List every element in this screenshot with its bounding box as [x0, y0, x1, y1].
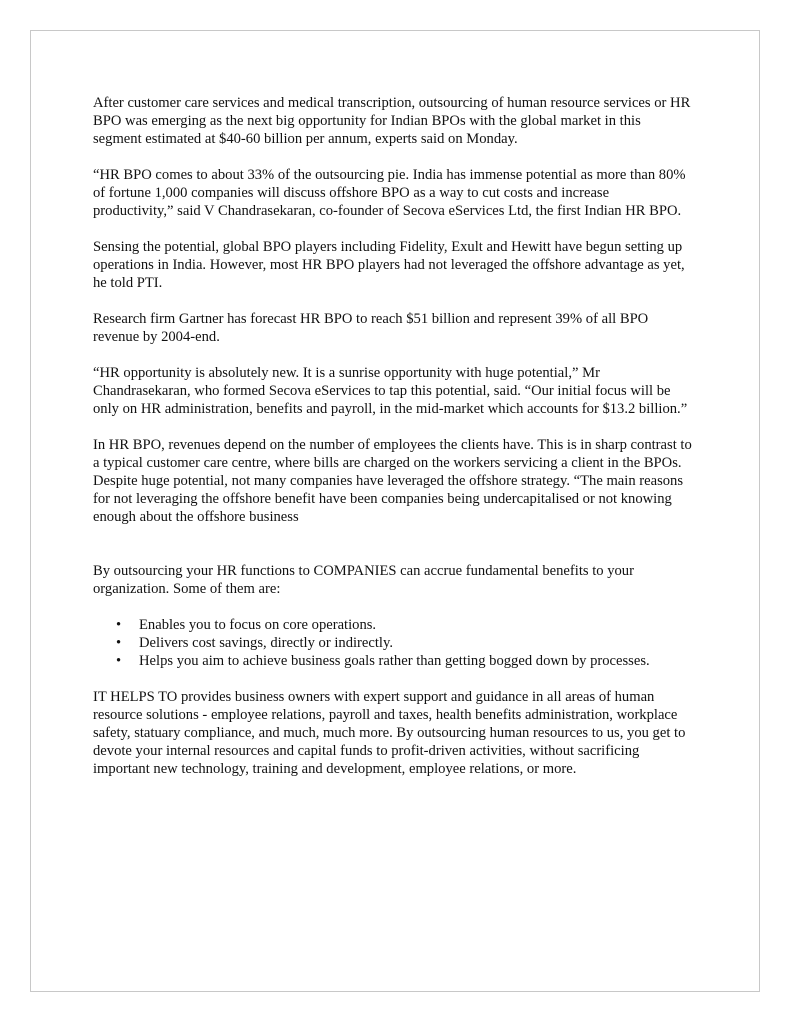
list-item-text: Helps you aim to achieve business goals rather than getting bogged down by processes.	[139, 653, 650, 669]
bullet-icon: •	[116, 635, 122, 651]
document-page	[30, 30, 760, 992]
bullet-icon: •	[116, 653, 122, 669]
paragraph-revenue-model: In HR BPO, revenues depend on the number of employees the clients have. This is in sharp contrast to a typical customer care centre, where bills are charged on the workers servicing a client in the BPOs. Despite huge potential, not many companies have leveraged the offshore strategy. “The main reasons for not leveraging the offshore benefit have been companies being undercapitalised or not knowing enough about the offshore business	[93, 437, 692, 525]
paragraph-closing: IT HELPS TO provides business owners with expert support and guidance in all areas of human resource solutions - employee relations, payroll and taxes, health benefits administration, workplace safety, statuary compliance, and much, much more. By outsourcing human resources to us, you get to devote your internal resources and capital funds to profit-driven activities, without sacrificing important new technology, training and development, employee relations, or more.	[93, 689, 686, 777]
list-item	[116, 616, 693, 634]
document-body	[93, 94, 693, 796]
benefits-list	[93, 616, 693, 670]
list-item-text: Enables you to focus on core operations.	[139, 617, 377, 633]
paragraph-global-players: Sensing the potential, global BPO players including Fidelity, Exult and Hewitt have begun setting up operations in India. However, most HR BPO players had not leveraged the offshore advantage as yet, he told PTI.	[93, 239, 685, 291]
paragraph-sunrise-opportunity: “HR opportunity is absolutely new. It is a sunrise opportunity with huge potential,” Mr Chandrasekaran, who formed Secova eServices to tap this potential, said. “Our initial focus will be only on HR administration, benefits and payroll, in the mid-market which accounts for $13.2 billion.”	[93, 365, 688, 417]
bullet-icon: •	[116, 617, 122, 633]
paragraph-chandrasekaran-quote: “HR BPO comes to about 33% of the outsourcing pie. India has immense potential as more than 80% of fortune 1,000 companies will discuss offshore BPO as a way to cut costs and increase productivity,” said V Chandrasekaran, co-founder of Secova eServices Ltd, the first Indian HR BPO.	[93, 167, 686, 219]
paragraph-hr-bpo-opportunity: After customer care services and medical transcription, outsourcing of human resource services or HR BPO was emerging as the next big opportunity for Indian BPOs with the global market in this segment estimated at $40-60 billion per annum, experts said on Monday.	[93, 95, 691, 147]
list-item-text: Delivers cost savings, directly or indirectly.	[139, 635, 393, 651]
list-item	[116, 634, 693, 652]
list-item	[116, 652, 693, 670]
paragraph-gartner-forecast: Research firm Gartner has forecast HR BPO to reach $51 billion and represent 39% of all BPO revenue by 2004-end.	[93, 311, 649, 345]
paragraph-benefits-intro: By outsourcing your HR functions to COMPANIES can accrue fundamental benefits to your organization. Some of them are:	[93, 563, 634, 597]
